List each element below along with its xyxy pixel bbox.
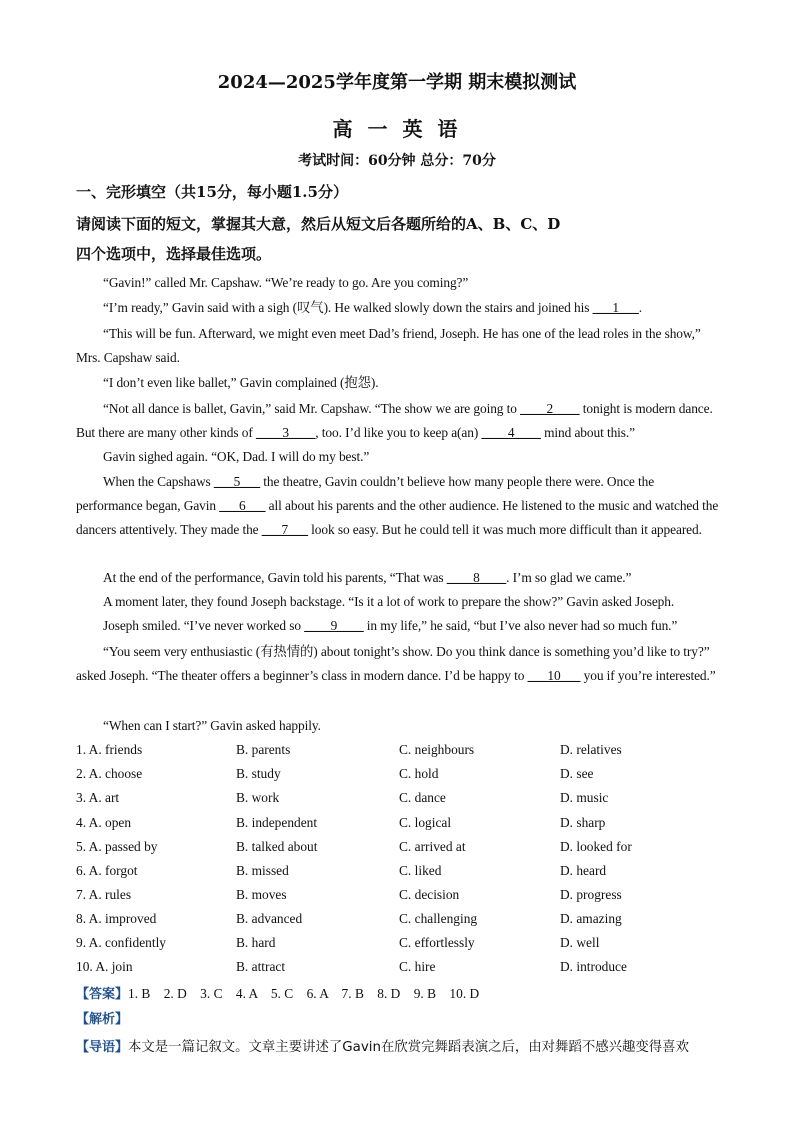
guide-label: 【导语】 (76, 1040, 129, 1055)
blank-2: ____2____ (520, 401, 580, 416)
text-segment: When the Capshaws (103, 474, 214, 489)
option-d: D. sharp (560, 815, 606, 830)
option-d: D. well (560, 935, 600, 950)
subject-title: 高 一 英 语 (332, 117, 462, 141)
option-c: C. effortlessly (399, 935, 475, 950)
option-c: C. logical (399, 815, 452, 830)
text-segment: in my life,” he said, “but I’ve also never had so much fun.” (363, 618, 678, 633)
blank-1: ___1___ (592, 300, 639, 315)
text-segment: “You seem very enthusiastic (有热情的) about tonight’s show. Do you think dance is something you’d like to try?” asked Joseph. “The theater offers a beginner’s class in modern dance. I’d be happy to (76, 644, 710, 684)
option-row (76, 863, 722, 887)
passage-paragraph-8 (76, 566, 722, 590)
option-b: B. attract (236, 959, 286, 974)
option-a: 8. A. improved (76, 911, 157, 926)
option-c: C. neighbours (399, 742, 475, 757)
option-b: B. independent (236, 815, 318, 830)
option-a: 7. A. rules (76, 887, 132, 902)
option-b: B. hard (236, 935, 276, 950)
option-d: D. introduce (560, 959, 627, 974)
option-b: B. work (236, 790, 280, 805)
guide-text (76, 1036, 722, 1055)
option-d: D. heard (560, 863, 607, 878)
passage-paragraph-9: A moment later, they found Joseph backstage. “Is it a lot of work to prepare the show?” Gavin asked Joseph. (103, 594, 675, 609)
passage-paragraph-7 (76, 470, 722, 543)
section-heading: 一、完形填空（共15分，每小题1.5分） (76, 183, 348, 201)
text-segment: At the end of the performance, Gavin told his parents, “That was (103, 570, 447, 585)
blank-9: ____9____ (304, 618, 364, 633)
option-d: D. relatives (560, 742, 622, 757)
text-segment: mind about this.” (540, 425, 635, 441)
option-a: 9. A. confidently (76, 935, 167, 950)
option-c: C. hold (399, 766, 439, 781)
exam-title: 2024—2025学年度第一学期 期末模拟测试 (217, 72, 577, 93)
analysis-label: 【解析】 (76, 1012, 129, 1027)
text-segment: , too. I’d like you to keep a(an) (315, 425, 482, 441)
blank-3: ____3____ (255, 425, 316, 441)
option-row (76, 742, 722, 766)
option-row (76, 887, 722, 911)
option-a: 2. A. choose (76, 766, 143, 781)
option-a: 5. A. passed by (76, 839, 158, 854)
exam-info: 考试时间：60分钟 总分：70分 (298, 153, 496, 169)
passage-paragraph-10 (76, 614, 722, 638)
option-b: B. moves (236, 887, 287, 902)
passage-paragraph-3: “This will be fun. Afterward, we might even meet Dad’s friend, Joseph. He has one of the lead roles in the show,” Mrs. Capshaw said. (76, 326, 701, 366)
passage-paragraph-2 (76, 296, 722, 320)
option-d: D. looked for (560, 839, 632, 854)
text-segment: “I’m ready,” Gavin said with a sigh (叹气). He walked slowly down the stairs and joined his (103, 300, 593, 315)
passage-paragraph-4: “I don’t even like ballet,” Gavin complained (抱怨). (103, 375, 379, 390)
option-d: D. music (560, 790, 609, 805)
option-row (76, 839, 722, 863)
answer-key (76, 983, 479, 1002)
passage-paragraph-6: Gavin sighed again. “OK, Dad. I will do my best.” (103, 449, 370, 464)
blank-10: ___10___ (527, 668, 581, 684)
option-b: B. parents (236, 742, 291, 757)
text-segment: all about his parents and the other audience. He listened to the music and watched the dancers attentively. They made the (76, 498, 719, 538)
option-row (76, 959, 722, 983)
text-segment: . (638, 300, 642, 315)
answer-text: 1. B 2. D 3. C 4. A 5. C 6. A 7. B 8. D 9. B 10. D (128, 986, 480, 1001)
answer-label: 【答案】 (76, 987, 129, 1002)
text-segment: you if you’re interested.” (580, 668, 716, 684)
option-d: D. amazing (560, 911, 622, 926)
option-row (76, 815, 722, 839)
option-row (76, 911, 722, 935)
blank-5: ___5___ (213, 474, 261, 489)
option-d: D. see (560, 766, 594, 781)
text-segment: look so easy. But he could tell it was much more difficult than it appeared. (307, 522, 702, 538)
option-row (76, 935, 722, 959)
option-b: B. missed (236, 863, 289, 878)
blank-6: ___6___ (219, 498, 266, 514)
text-segment: the theatre, Gavin couldn’t believe how many people there were. Once the performance began, Gavin (76, 474, 655, 514)
guide-body: 本文是一篇记叙文。文章主要讲述了Gavin在欣赏完舞蹈表演之后，由对舞蹈不感兴趣变得喜欢 (128, 1040, 689, 1055)
option-c: C. hire (399, 959, 436, 974)
option-row (76, 766, 722, 790)
text-segment: Joseph smiled. “I’ve never worked so (103, 618, 305, 633)
option-row (76, 790, 722, 814)
option-c: C. arrived at (399, 839, 466, 854)
option-b: B. talked about (236, 839, 318, 854)
blank-4: ____4____ (481, 425, 541, 441)
passage-paragraph-12: “When can I start?” Gavin asked happily. (103, 718, 321, 733)
text-segment: . I’m so glad we came.” (506, 570, 632, 585)
text-segment: tonight is modern dance. But there are many other kinds of (76, 401, 713, 441)
option-b: B. advanced (236, 911, 303, 926)
option-a: 1. A. friends (76, 742, 143, 757)
blank-8: ____8____ (446, 570, 507, 585)
option-b: B. study (236, 766, 281, 781)
option-c: C. liked (399, 863, 442, 878)
blank-7: ___7___ (261, 522, 308, 538)
passage-paragraph-1: “Gavin!” called Mr. Capshaw. “We’re ready to go. Are you coming?” (103, 275, 469, 290)
option-a: 6. A. forgot (76, 863, 138, 878)
option-a: 3. A. art (76, 790, 120, 805)
passage-paragraph-11 (76, 640, 722, 688)
option-c: C. dance (399, 790, 446, 805)
option-c: C. challenging (399, 911, 478, 926)
option-d: D. progress (560, 887, 622, 902)
option-c: C. decision (399, 887, 460, 902)
instruction-line-1: 请阅读下面的短文，掌握其大意，然后从短文后各题所给的A、B、C、D (76, 215, 561, 233)
passage-paragraph-5 (76, 397, 722, 445)
option-a: 10. A. join (76, 959, 133, 974)
instruction-line-2: 四个选项中，选择最佳选项。 (76, 245, 272, 263)
option-a: 4. A. open (76, 815, 132, 830)
text-segment: “Not all dance is ballet, Gavin,” said Mr. Capshaw. “The show we are going to (103, 401, 521, 416)
